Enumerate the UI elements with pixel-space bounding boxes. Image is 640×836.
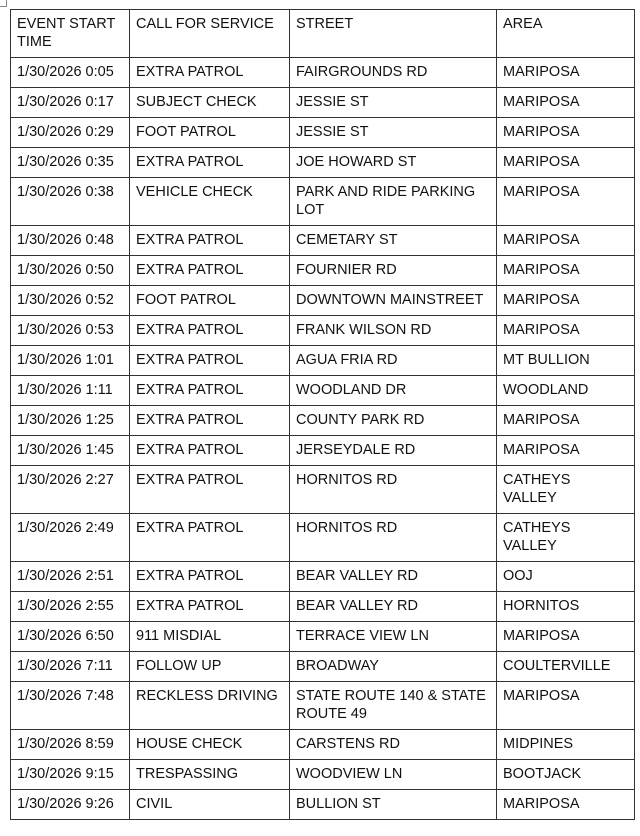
cell-street: STATE ROUTE 140 & STATE ROUTE 49	[290, 682, 497, 730]
cell-street: COUNTY PARK RD	[290, 406, 497, 436]
cell-area: MARIPOSA	[497, 178, 635, 226]
cell-event-start-time: 1/30/2026 2:55	[11, 592, 130, 622]
cell-event-start-time: 1/30/2026 1:11	[11, 376, 130, 406]
cell-call-for-service: TRESPASSING	[130, 760, 290, 790]
cell-call-for-service: EXTRA PATROL	[130, 316, 290, 346]
cell-call-for-service: CIVIL	[130, 790, 290, 820]
cell-area: WOODLAND	[497, 376, 635, 406]
table-row	[11, 622, 635, 652]
table-row	[11, 682, 635, 730]
header-row	[11, 10, 635, 58]
table-row	[11, 226, 635, 256]
table-row	[11, 316, 635, 346]
table-row	[11, 88, 635, 118]
cell-street: HORNITOS RD	[290, 514, 497, 562]
cell-street: JESSIE ST	[290, 88, 497, 118]
cell-area: MARIPOSA	[497, 316, 635, 346]
cell-area: MARIPOSA	[497, 436, 635, 466]
cell-area: MARIPOSA	[497, 226, 635, 256]
cell-event-start-time: 1/30/2026 0:50	[11, 256, 130, 286]
header-area: AREA	[497, 10, 635, 58]
cell-event-start-time: 1/30/2026 2:51	[11, 562, 130, 592]
cell-area: MARIPOSA	[497, 118, 635, 148]
header-call-for-service: CALL FOR SERVICE	[130, 10, 290, 58]
page-corner-mark	[0, 0, 7, 7]
cell-area: MARIPOSA	[497, 256, 635, 286]
cell-street: TERRACE VIEW LN	[290, 622, 497, 652]
cell-street: BEAR VALLEY RD	[290, 592, 497, 622]
cell-area: CATHEYS VALLEY	[497, 466, 635, 514]
cell-street: FOURNIER RD	[290, 256, 497, 286]
cell-area: OOJ	[497, 562, 635, 592]
cell-area: MARIPOSA	[497, 148, 635, 178]
cell-call-for-service: FOOT PATROL	[130, 118, 290, 148]
header-event-start-time: EVENT START TIME	[11, 10, 130, 58]
table-row	[11, 376, 635, 406]
cell-event-start-time: 1/30/2026 0:17	[11, 88, 130, 118]
cell-call-for-service: EXTRA PATROL	[130, 406, 290, 436]
header-street: STREET	[290, 10, 497, 58]
cell-call-for-service: FOOT PATROL	[130, 286, 290, 316]
cell-street: WOODVIEW LN	[290, 760, 497, 790]
cell-street: BULLION ST	[290, 790, 497, 820]
cell-street: BEAR VALLEY RD	[290, 562, 497, 592]
table-row	[11, 790, 635, 820]
cell-event-start-time: 1/30/2026 8:59	[11, 730, 130, 760]
cell-event-start-time: 1/30/2026 0:52	[11, 286, 130, 316]
cell-call-for-service: RECKLESS DRIVING	[130, 682, 290, 730]
table-row	[11, 562, 635, 592]
cell-area: MARIPOSA	[497, 58, 635, 88]
cell-event-start-time: 1/30/2026 2:27	[11, 466, 130, 514]
cell-area: MT BULLION	[497, 346, 635, 376]
table-row	[11, 406, 635, 436]
cell-event-start-time: 1/30/2026 7:11	[11, 652, 130, 682]
cell-street: BROADWAY	[290, 652, 497, 682]
cell-area: MIDPINES	[497, 730, 635, 760]
cell-area: MARIPOSA	[497, 790, 635, 820]
cell-call-for-service: EXTRA PATROL	[130, 466, 290, 514]
table-header	[11, 10, 635, 58]
cell-street: JESSIE ST	[290, 118, 497, 148]
table-row	[11, 730, 635, 760]
cell-call-for-service: FOLLOW UP	[130, 652, 290, 682]
cell-event-start-time: 1/30/2026 6:50	[11, 622, 130, 652]
cell-call-for-service: EXTRA PATROL	[130, 148, 290, 178]
call-log-table	[10, 9, 635, 820]
table-row	[11, 148, 635, 178]
cell-area: HORNITOS	[497, 592, 635, 622]
cell-call-for-service: EXTRA PATROL	[130, 376, 290, 406]
cell-call-for-service: EXTRA PATROL	[130, 346, 290, 376]
cell-event-start-time: 1/30/2026 9:15	[11, 760, 130, 790]
cell-street: JOE HOWARD ST	[290, 148, 497, 178]
cell-call-for-service: SUBJECT CHECK	[130, 88, 290, 118]
table-row	[11, 58, 635, 88]
table-row	[11, 178, 635, 226]
cell-call-for-service: EXTRA PATROL	[130, 58, 290, 88]
cell-area: CATHEYS VALLEY	[497, 514, 635, 562]
cell-call-for-service: EXTRA PATROL	[130, 592, 290, 622]
table-row	[11, 652, 635, 682]
cell-street: PARK AND RIDE PARKING LOT	[290, 178, 497, 226]
cell-call-for-service: HOUSE CHECK	[130, 730, 290, 760]
cell-area: MARIPOSA	[497, 682, 635, 730]
table-row	[11, 286, 635, 316]
cell-street: AGUA FRIA RD	[290, 346, 497, 376]
table-row	[11, 592, 635, 622]
cell-event-start-time: 1/30/2026 0:35	[11, 148, 130, 178]
cell-event-start-time: 1/30/2026 0:53	[11, 316, 130, 346]
cell-event-start-time: 1/30/2026 0:29	[11, 118, 130, 148]
cell-area: MARIPOSA	[497, 406, 635, 436]
cell-call-for-service: EXTRA PATROL	[130, 514, 290, 562]
cell-street: CEMETARY ST	[290, 226, 497, 256]
table-row	[11, 118, 635, 148]
cell-street: FAIRGROUNDS RD	[290, 58, 497, 88]
cell-call-for-service: EXTRA PATROL	[130, 256, 290, 286]
cell-call-for-service: EXTRA PATROL	[130, 226, 290, 256]
cell-event-start-time: 1/30/2026 2:49	[11, 514, 130, 562]
cell-street: FRANK WILSON RD	[290, 316, 497, 346]
cell-event-start-time: 1/30/2026 1:45	[11, 436, 130, 466]
table-row	[11, 466, 635, 514]
cell-event-start-time: 1/30/2026 1:01	[11, 346, 130, 376]
cell-call-for-service: EXTRA PATROL	[130, 436, 290, 466]
cell-street: JERSEYDALE RD	[290, 436, 497, 466]
cell-area: MARIPOSA	[497, 88, 635, 118]
cell-event-start-time: 1/30/2026 0:38	[11, 178, 130, 226]
cell-call-for-service: VEHICLE CHECK	[130, 178, 290, 226]
cell-street: CARSTENS RD	[290, 730, 497, 760]
cell-area: MARIPOSA	[497, 286, 635, 316]
cell-street: WOODLAND DR	[290, 376, 497, 406]
cell-area: MARIPOSA	[497, 622, 635, 652]
table-row	[11, 436, 635, 466]
cell-call-for-service: 911 MISDIAL	[130, 622, 290, 652]
cell-event-start-time: 1/30/2026 0:48	[11, 226, 130, 256]
cell-event-start-time: 1/30/2026 9:26	[11, 790, 130, 820]
cell-street: HORNITOS RD	[290, 466, 497, 514]
cell-area: COULTERVILLE	[497, 652, 635, 682]
cell-event-start-time: 1/30/2026 7:48	[11, 682, 130, 730]
cell-street: DOWNTOWN MAINSTREET	[290, 286, 497, 316]
cell-event-start-time: 1/30/2026 0:05	[11, 58, 130, 88]
table-row	[11, 346, 635, 376]
cell-event-start-time: 1/30/2026 1:25	[11, 406, 130, 436]
table-row	[11, 760, 635, 790]
table-body	[11, 58, 635, 820]
table-row	[11, 256, 635, 286]
cell-call-for-service: EXTRA PATROL	[130, 562, 290, 592]
cell-area: BOOTJACK	[497, 760, 635, 790]
table-row	[11, 514, 635, 562]
